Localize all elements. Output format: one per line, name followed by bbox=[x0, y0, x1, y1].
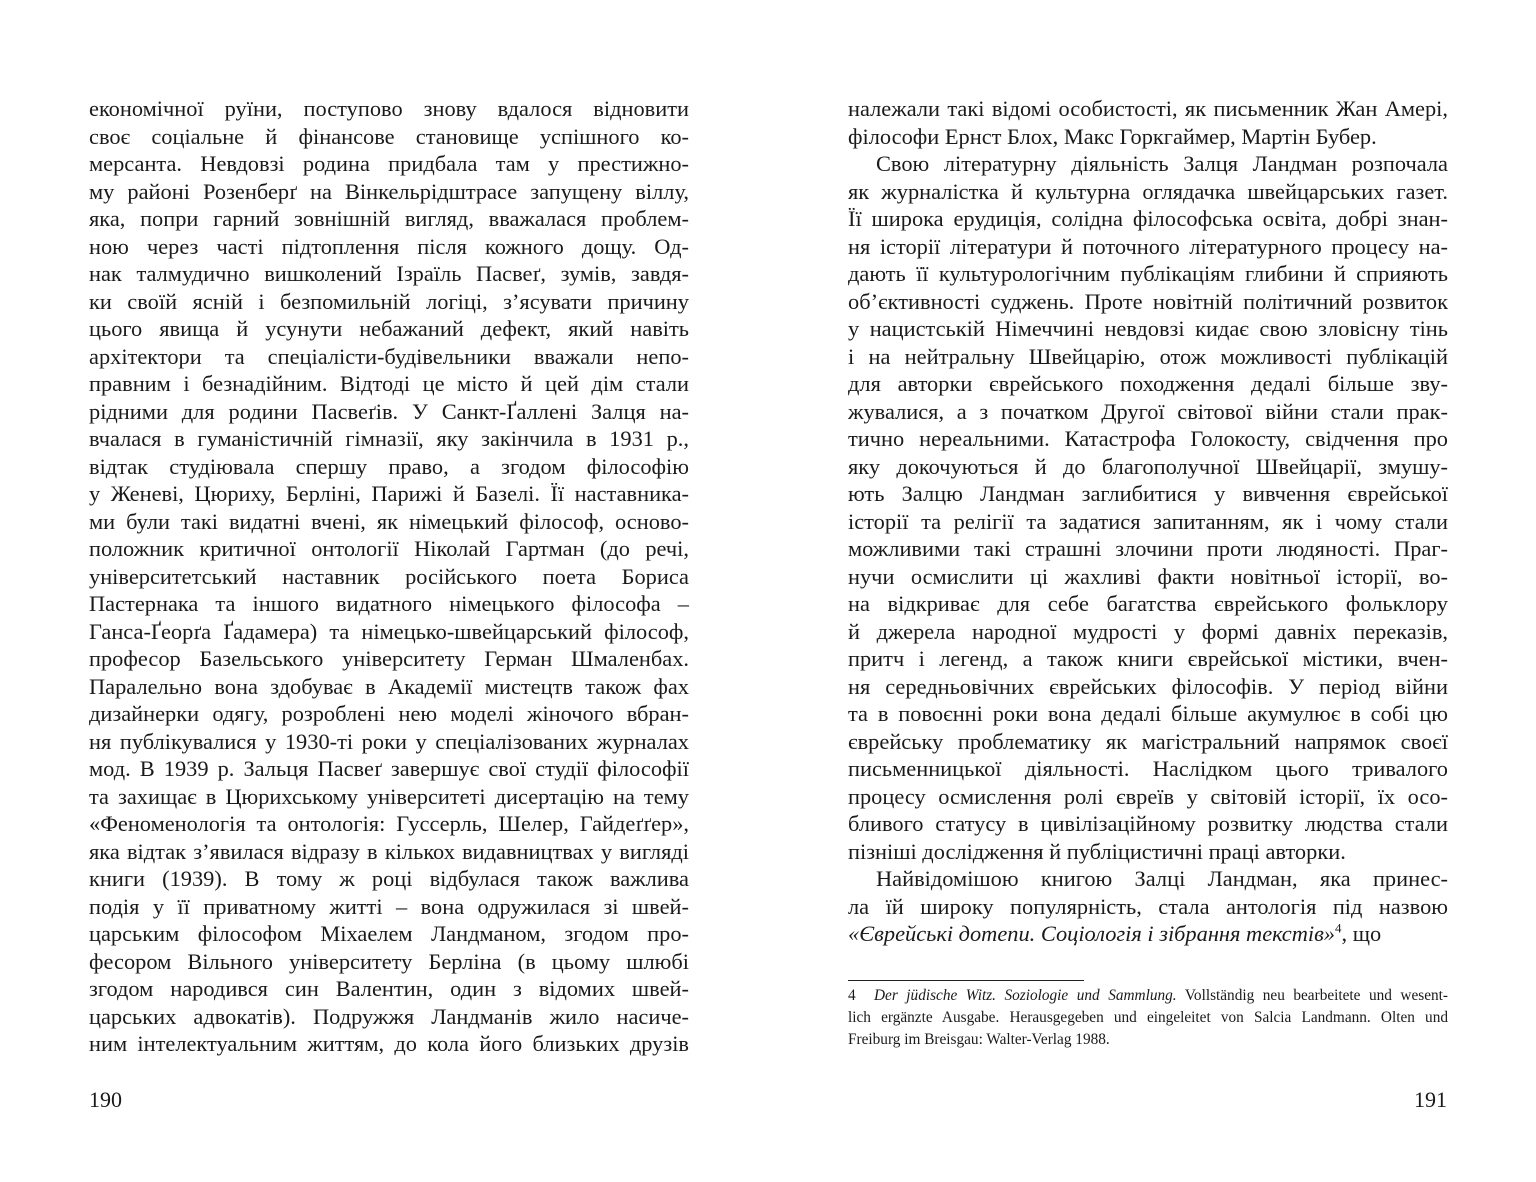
text-line: яка, попри гарний зовнішній вигляд, вважалася проблем- bbox=[89, 206, 689, 231]
text-line: та захищає в Цюрихському університеті дисертацію на тему bbox=[89, 783, 689, 809]
text-line: можливими такі страшні злочини проти людяності. Праг- bbox=[848, 536, 1448, 561]
text-line: рідними для родини Пасвеґів. У Санкт-Ґаллені Залця на- bbox=[89, 398, 689, 424]
text-line: ня середньовічних єврейських філософів. У період війни bbox=[848, 673, 1448, 699]
text-line: як журналістка й культурна оглядачка швейцарських газет. bbox=[848, 178, 1448, 204]
text-line: Паралельно вона здобуває в Академії мистецтв також фах bbox=[89, 673, 689, 699]
text-line: царським філософом Міхаелем Ландманом, згодом про- bbox=[89, 921, 689, 946]
text-line: ють Залцю Ландман заглибитися у вивчення єврейської bbox=[848, 481, 1448, 506]
text-line: університетський наставник російського поета Бориса bbox=[89, 563, 689, 589]
footnote-line: Freiburg im Breisgau: Walter-Verlag 1988. bbox=[848, 1031, 1110, 1048]
text-line: у Женеві, Цюриху, Берліні, Парижі й Базелі. Її наставника- bbox=[89, 481, 689, 506]
text-line: вчалася в гуманістичній гімназії, яку закінчила в 1931 р., bbox=[89, 426, 689, 451]
text-line: ною через часті підтоплення після кожного дощу. Од- bbox=[89, 233, 689, 259]
text-line: правним і безнадійним. Відтоді це місто й цей дім стали bbox=[89, 371, 689, 396]
text-line: та в повоєнні роки вона дедалі більше акумулює в собі цю bbox=[848, 701, 1448, 726]
text-line: згодом народився син Валентин, один з відомих швей- bbox=[89, 976, 689, 1001]
text-line: жувалися, а з початком Другої світової війни стали прак- bbox=[848, 398, 1448, 424]
text-line: ла їй широку популярність, стала антологія під назвою bbox=[848, 893, 1448, 919]
text-line: Ганса-Ґеорґа Ґадамера) та німецько-швейцарський філософ, bbox=[89, 618, 689, 644]
right-body-text bbox=[848, 95, 1448, 948]
text-line: притч і легенд, а також книги єврейської містики, вчен- bbox=[848, 646, 1448, 671]
text-line: Найвідомішою книгою Залці Ландман, яка принес- bbox=[876, 866, 1448, 891]
text-line: економічної руїни, поступово знову вдалося відновити bbox=[89, 96, 689, 121]
text-line: відтак студіювала спершу право, а згодом філософію bbox=[89, 453, 689, 479]
text-line: філософи Ернст Блох, Макс Горкгаймер, Мартін Бубер. bbox=[848, 123, 1377, 149]
text-line: «Єврейські дотепи. Соціологія і зібрання текстів»$^4$, що bbox=[848, 920, 1382, 946]
page-number-right: 191 bbox=[1414, 1087, 1447, 1112]
text-line: нак талмудично вишколений Ізраїль Пасвеґ, зумів, завдя- bbox=[89, 261, 689, 286]
text-line: на відкриває для себе багатства єврейського фольклору bbox=[848, 591, 1448, 616]
footnote-line: lich ergänzte Ausgabe. Herausgegeben und eingeleitet von Salcia Landmann. Olten und bbox=[848, 1009, 1448, 1026]
text-line: процесу осмислення ролі євреїв у світовій історії, їх осо- bbox=[848, 783, 1448, 809]
footnote-number: 4 bbox=[848, 987, 856, 1004]
page-number-left: 190 bbox=[89, 1087, 122, 1112]
text-line: пізніші дослідження й публіцистичні праці авторки. bbox=[848, 838, 1346, 864]
text-line: єврейську проблематику як магістральний напрямок своєї bbox=[848, 728, 1448, 754]
footnote-rule bbox=[848, 980, 1084, 981]
text-line: подія у її приватному житті – вона одружилася зі швей- bbox=[89, 893, 689, 919]
left-body-text bbox=[89, 95, 689, 1058]
right-page bbox=[768, 0, 1536, 1182]
text-line: архітектори та спеціалісти-будівельники вважали непо- bbox=[89, 343, 689, 369]
book-title: «Єврейські дотепи. Соціологія і зібрання текстів» bbox=[848, 921, 1336, 946]
text-line: для авторки єврейського походження дедалі більше зву- bbox=[848, 371, 1448, 396]
footnote-ref[interactable]: 4 bbox=[1335, 920, 1342, 936]
text-line: мерсанта. Невдовзі родина придбала там у престижно- bbox=[89, 151, 689, 176]
text-line: ки своїй ясній і безпомильній логіці, з’ясувати причину bbox=[89, 288, 689, 314]
text-line: яку докочуються й до благополучної Швейцарії, змушу- bbox=[848, 453, 1448, 479]
text-line: у нацистській Німеччині невдовзі кидає свою зловісну тінь bbox=[848, 316, 1448, 341]
footnote-title: Der jüdische Witz. Soziologie und Sammlung. bbox=[874, 987, 1177, 1004]
text-line: і на нейтральну Швейцарію, отож можливості публікацій bbox=[848, 343, 1448, 369]
text-line: яка відтак з’явилася відразу в кількох видавництвах у вигляді bbox=[89, 838, 689, 864]
text-line: тично нереальними. Катастрофа Голокосту, свідчення про bbox=[848, 426, 1448, 451]
text-line: положник критичної онтології Ніколай Гартман (до речі, bbox=[89, 536, 689, 561]
text-line: об’єктивності суджень. Проте новітній політичний розвиток bbox=[848, 288, 1448, 314]
footnote bbox=[848, 985, 1448, 1051]
text-line: цього явища й усунути небажаний дефект, який навіть bbox=[89, 316, 689, 341]
text-line: книги (1939). В тому ж році відбулася також важлива bbox=[89, 866, 689, 891]
text-line: мод. В 1939 р. Зальця Пасвеґ завершує свої студії філософії bbox=[89, 756, 689, 781]
text-line: письменницької діяльності. Наслідком цього тривалого bbox=[848, 756, 1448, 781]
text-line: «Феноменологія та онтологія: Гуссерль, Шелер, Гайдеґґер», bbox=[89, 811, 689, 836]
text-line: царських адвокатів). Подружжя Ландманів жило насиче- bbox=[89, 1003, 689, 1029]
text-line: дизайнерки одягу, розроблені нею моделі жіночого вбран- bbox=[89, 701, 689, 726]
text-line: фесором Вільного університету Берліна (в цьому шлюбі bbox=[89, 948, 689, 974]
text-line: Пастернака та іншого видатного німецького філософа – bbox=[89, 591, 689, 616]
text-line: бливого статусу в цивілізаційному розвитку людства стали bbox=[848, 811, 1448, 836]
text-line: ня публікувалися у 1930-ті роки у спеціалізованих журналах bbox=[89, 728, 689, 754]
text-line: ня історії літератури й поточного літературного процесу на- bbox=[848, 233, 1448, 259]
text-line: професор Базельського університету Герман Шмаленбах. bbox=[89, 646, 689, 671]
text-line: належали такі відомі особистості, як письменник Жан Амері, bbox=[848, 96, 1448, 121]
text-line: дають її культурологічним публікаціям глибини й сприяють bbox=[848, 261, 1448, 286]
text-line: історії та релігії та задатися запитанням, як і чому стали bbox=[848, 508, 1448, 534]
footnote-line: 4 Der jüdische Witz. Soziologie und Sammlung. Vollständig neu bearbeitete und wesent- bbox=[848, 985, 1448, 1007]
text-line: ми були такі видатні вчені, як німецький філософ, осново- bbox=[89, 508, 689, 534]
text-line: нучи осмислити ці жахливі факти новітньої історії, во- bbox=[848, 563, 1448, 589]
text-line: му районі Розенберґ на Вінкельрідштрасе запущену віллу, bbox=[89, 178, 689, 204]
text-line: ним інтелектуальним життям, до кола його близьких друзів bbox=[89, 1031, 689, 1056]
text-line: Її широка ерудиція, солідна філософська освіта, добрі знан- bbox=[848, 206, 1448, 231]
text-line: своє соціальне й фінансове становище успішного ко- bbox=[89, 123, 689, 149]
text-line: Свою літературну діяльність Залця Ландман розпочала bbox=[876, 151, 1448, 176]
text-line: й джерела народної мудрості у формі давніх переказів, bbox=[848, 618, 1448, 644]
